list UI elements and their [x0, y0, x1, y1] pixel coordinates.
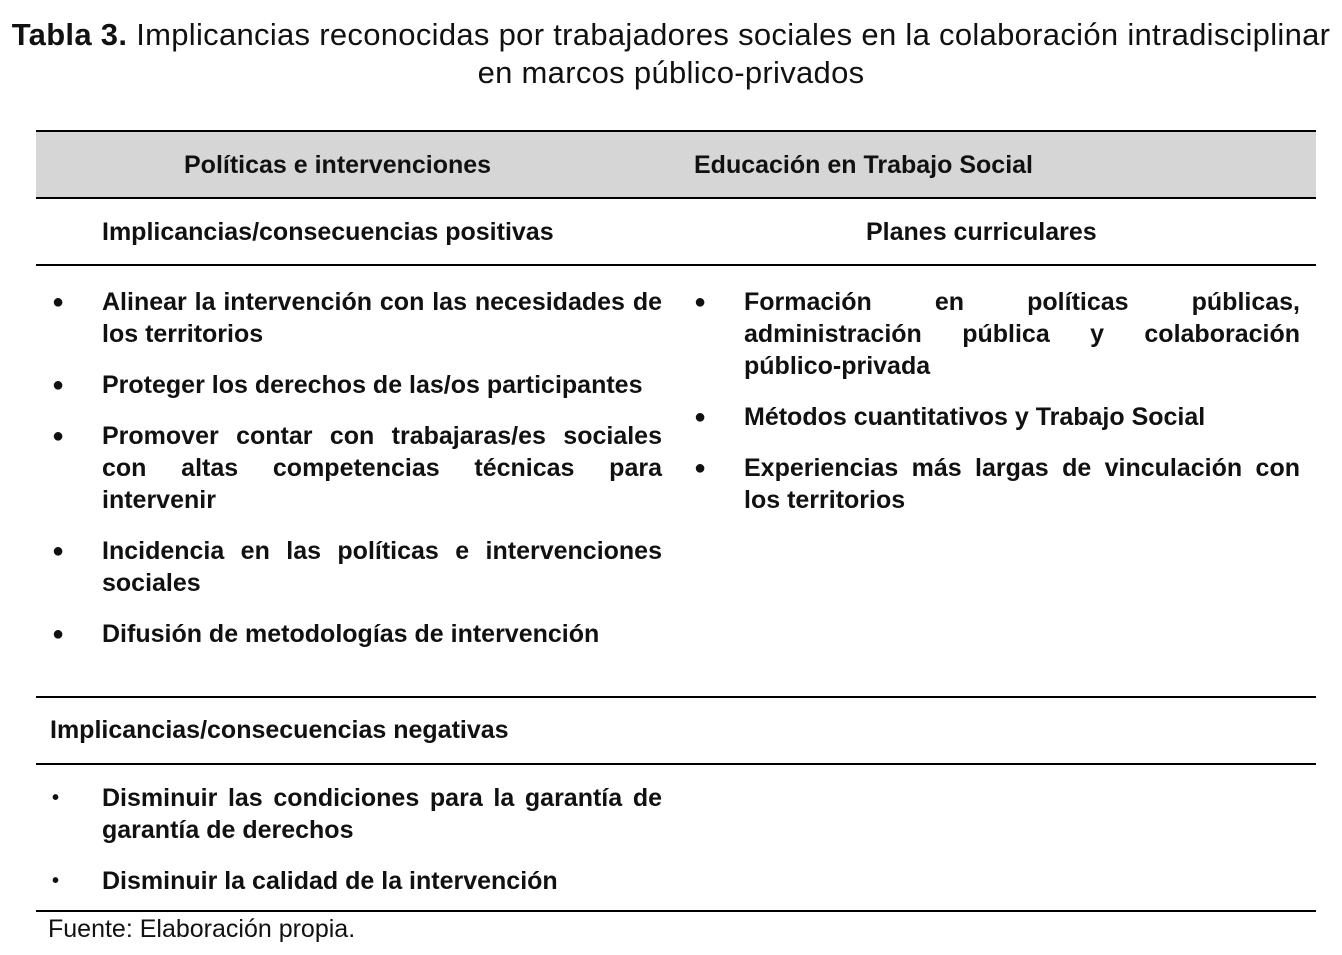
- table-label: Tabla 3.: [11, 17, 128, 52]
- list-item: ● Proteger los derechos de las/os participantes: [52, 371, 643, 399]
- positive-heading: Implicancias/consecuencias positivas: [102, 218, 554, 246]
- table-top-rule: [36, 130, 1316, 132]
- table-caption: Implicancias reconocidas por trabajadores sociales en la colaboración intradisciplinar en marcos público-privados: [136, 17, 1331, 90]
- column-header-education: Educación en Trabajo Social: [694, 151, 1033, 179]
- bullet-icon: ●: [52, 425, 65, 447]
- list-item: ● Experiencias más largas de vinculación con los territorios: [694, 454, 1300, 514]
- bullet-icon: ●: [52, 374, 65, 396]
- bullet-icon: ●: [52, 540, 65, 562]
- column-header-policies: Políticas e intervenciones: [184, 151, 492, 179]
- subheader-rule: [36, 264, 1316, 266]
- positive-section-rule: [36, 696, 1316, 698]
- header-bottom-rule: [36, 197, 1316, 199]
- bullet-icon: ●: [694, 457, 707, 479]
- bullet-icon: •: [52, 870, 60, 892]
- table-title: [0, 16, 1342, 92]
- bullet-icon: ●: [52, 623, 65, 645]
- negative-heading-rule: [36, 763, 1316, 765]
- curricular-heading: Planes curriculares: [866, 218, 1097, 246]
- list-item: • Disminuir la calidad de la intervención: [52, 867, 558, 895]
- list-item: ● Promover contar con trabajaras/es sociales con altas competencias técnicas para intervenir: [52, 422, 662, 514]
- list-item: ● Difusión de metodologías de intervención: [52, 620, 600, 648]
- negative-items-list: [52, 782, 662, 916]
- list-item: • Disminuir las condiciones para la garantía de garantía de derechos: [52, 784, 662, 844]
- list-item: ● Métodos cuantitativos y Trabajo Social: [694, 403, 1206, 431]
- curricular-items-list: [694, 286, 1300, 535]
- positive-items-list: [52, 286, 662, 669]
- bullet-icon: •: [52, 787, 60, 809]
- bullet-icon: ●: [694, 291, 707, 313]
- list-item: ● Alinear la intervención con las necesidades de los territorios: [52, 288, 662, 348]
- source-note: Fuente: Elaboración propia.: [48, 915, 356, 943]
- list-item: ● Formación en políticas públicas, administración pública y colaboración público-privada: [694, 288, 1300, 380]
- list-item: ● Incidencia en las políticas e intervenciones sociales: [52, 537, 662, 597]
- negative-heading: Implicancias/consecuencias negativas: [50, 716, 509, 744]
- bullet-icon: ●: [694, 406, 707, 428]
- bullet-icon: ●: [52, 291, 65, 313]
